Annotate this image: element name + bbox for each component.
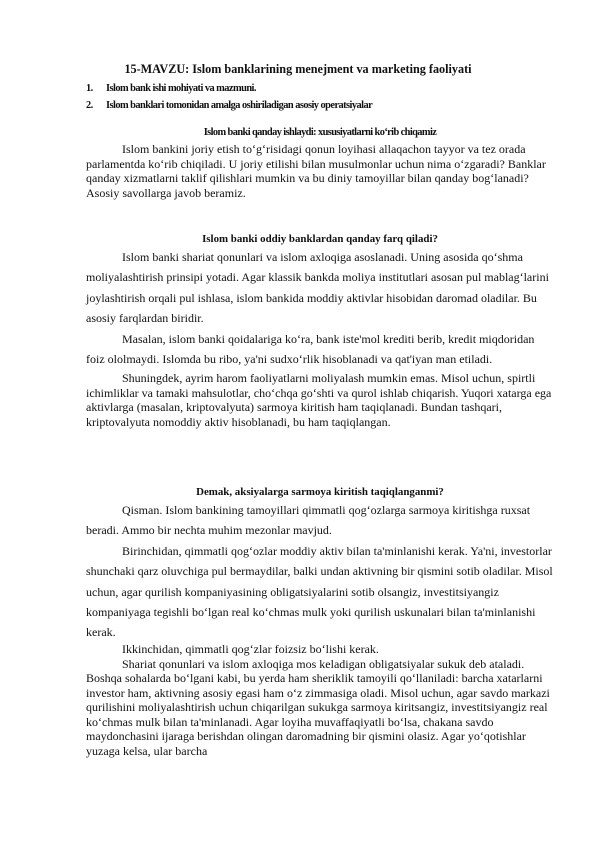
toc-item-number: 2. — [86, 100, 93, 111]
section-body — [86, 142, 556, 200]
paragraph: Ikkinchidan, qimmatli qog‘zlar foizsiz bo‘lishi kerak. — [122, 642, 379, 656]
section-heading: Islom banki qanday ishlaydi: xususiyatlarni ko‘rib chiqamiz — [203, 127, 437, 138]
section-body — [86, 642, 556, 758]
paragraph: Islom bankini joriy etish to‘g‘risidagi qonun loyihasi allaqachon tayyor va tez orada parlamentda ko‘rib chiqiladi. U joriy etilishi bilan musulmonlar uchun nima o‘zgaradi? Banklar qanday xizmatlarni taklif qilishlari mumkin va bu diniy tamoyillar bilan qanday bog‘lanadi? Asosiy savollarga javob beramiz. — [86, 142, 546, 200]
section-heading: Demak, aksiyalarga sarmoya kiritish taqiqlanganmi? — [196, 486, 444, 498]
section-heading: Islom banki oddiy banklardan qanday farq qiladi? — [202, 233, 438, 245]
section-body — [86, 500, 556, 643]
toc-item-text: Islom bank ishi mohiyati va mazmuni. — [106, 83, 256, 94]
toc-item-text: Islom banklari tomonidan amalga oshiriladigan asosiy operatsiyalar — [106, 100, 373, 111]
paragraph: Masalan, islom banki qoidalariga ko‘ra, bank iste'mol krediti berib, kredit miqdoridan foiz ololmaydi. Islomda bu ribo, ya'ni sudxo‘rlik hisoblanadi va qat'iyan man etiladi. — [86, 331, 535, 367]
toc-item-number: 1. — [86, 83, 93, 94]
paragraph: Shuningdek, ayrim harom faoliyatlarni moliyalash mumkin emas. Misol uchun, spirtli ichimliklar va tamaki mahsulotlar, cho‘chqa go‘shti va qurol ishlab chiqarish. Yuqori xatarga ega aktivlarga (masalan, kriptovalyuta) sarmoya kiritish ham taqiqlanadi. Bundan tashqari, kriptovalyuta nomoddiy aktiv hisoblanadi, bu ham taqiqlangan. — [86, 371, 552, 429]
paragraph: Islom banki shariat qonunlari va islom axloqiga asoslanadi. Uning asosida qo‘shma moliyalashtirish prinsipi yotadi. Agar klassik bankda moliya institutlari asosan pul mablag‘larini joylashtirish orqali pul ishlasa, islom bankida moddiy aktivlar hisobidan daromad oladilar. Bu asosiy farqlardan biridir. — [86, 250, 549, 326]
section-body — [86, 371, 556, 429]
toc-item — [86, 97, 372, 114]
paragraph: Shariat qonunlari va islom axloqiga mos keladigan obligatsiyalar sukuk deb ataladi. Boshqa sohalarda bo‘lgani kabi, bu yerda ham sheriklik tamoyili qo‘llaniladi: barcha xatarlarni investor ham, aktivning asosiy egasi ham o‘z zimmasiga oladi. Misol uchun, agar savdo markazi qurilishini moliyalashtirish uchun chiqarilgan sukukga sarmoya kiritsangiz, investitsiyangiz real ko‘chmas mulk bilan ta'minlanadi. Agar loyiha muvaffaqiyatli bo‘lsa, chakana savdo maydonchasini ijaraga berishdan olingan daromadning bir qismini olasiz. Agar yo‘qotishlar yuzaga kelsa, ular barcha — [86, 656, 550, 758]
paragraph: Qisman. Islom bankining tamoyillari qimmatli qog‘ozlarga sarmoya kiritishga ruxsat beradi. Ammo bir nechta muhim mezonlar mavjud. — [86, 503, 531, 538]
table-of-contents — [86, 80, 372, 114]
document-title: 15-MAVZU: Islom banklarining menejment va marketing faoliyati — [124, 62, 472, 76]
section-body — [86, 247, 556, 369]
toc-item — [86, 80, 372, 97]
paragraph: Birinchidan, qimmatli qog‘ozlar moddiy aktiv bilan ta'minlanishi kerak. Ya'ni, investorlar shunchaki qarz oluvchiga pul bermaydilar, balki undan aktivning bir qismini sotib oladilar. Misol uchun, agar qurilish kompaniyasining obligatsiyalarini sotib olsangiz, investitsiyangiz kompaniyaga tegishli bo‘lgan real ko‘chmas mulk yoki qurilish uskunalari bilan ta'minlanishi kerak. — [86, 543, 553, 640]
